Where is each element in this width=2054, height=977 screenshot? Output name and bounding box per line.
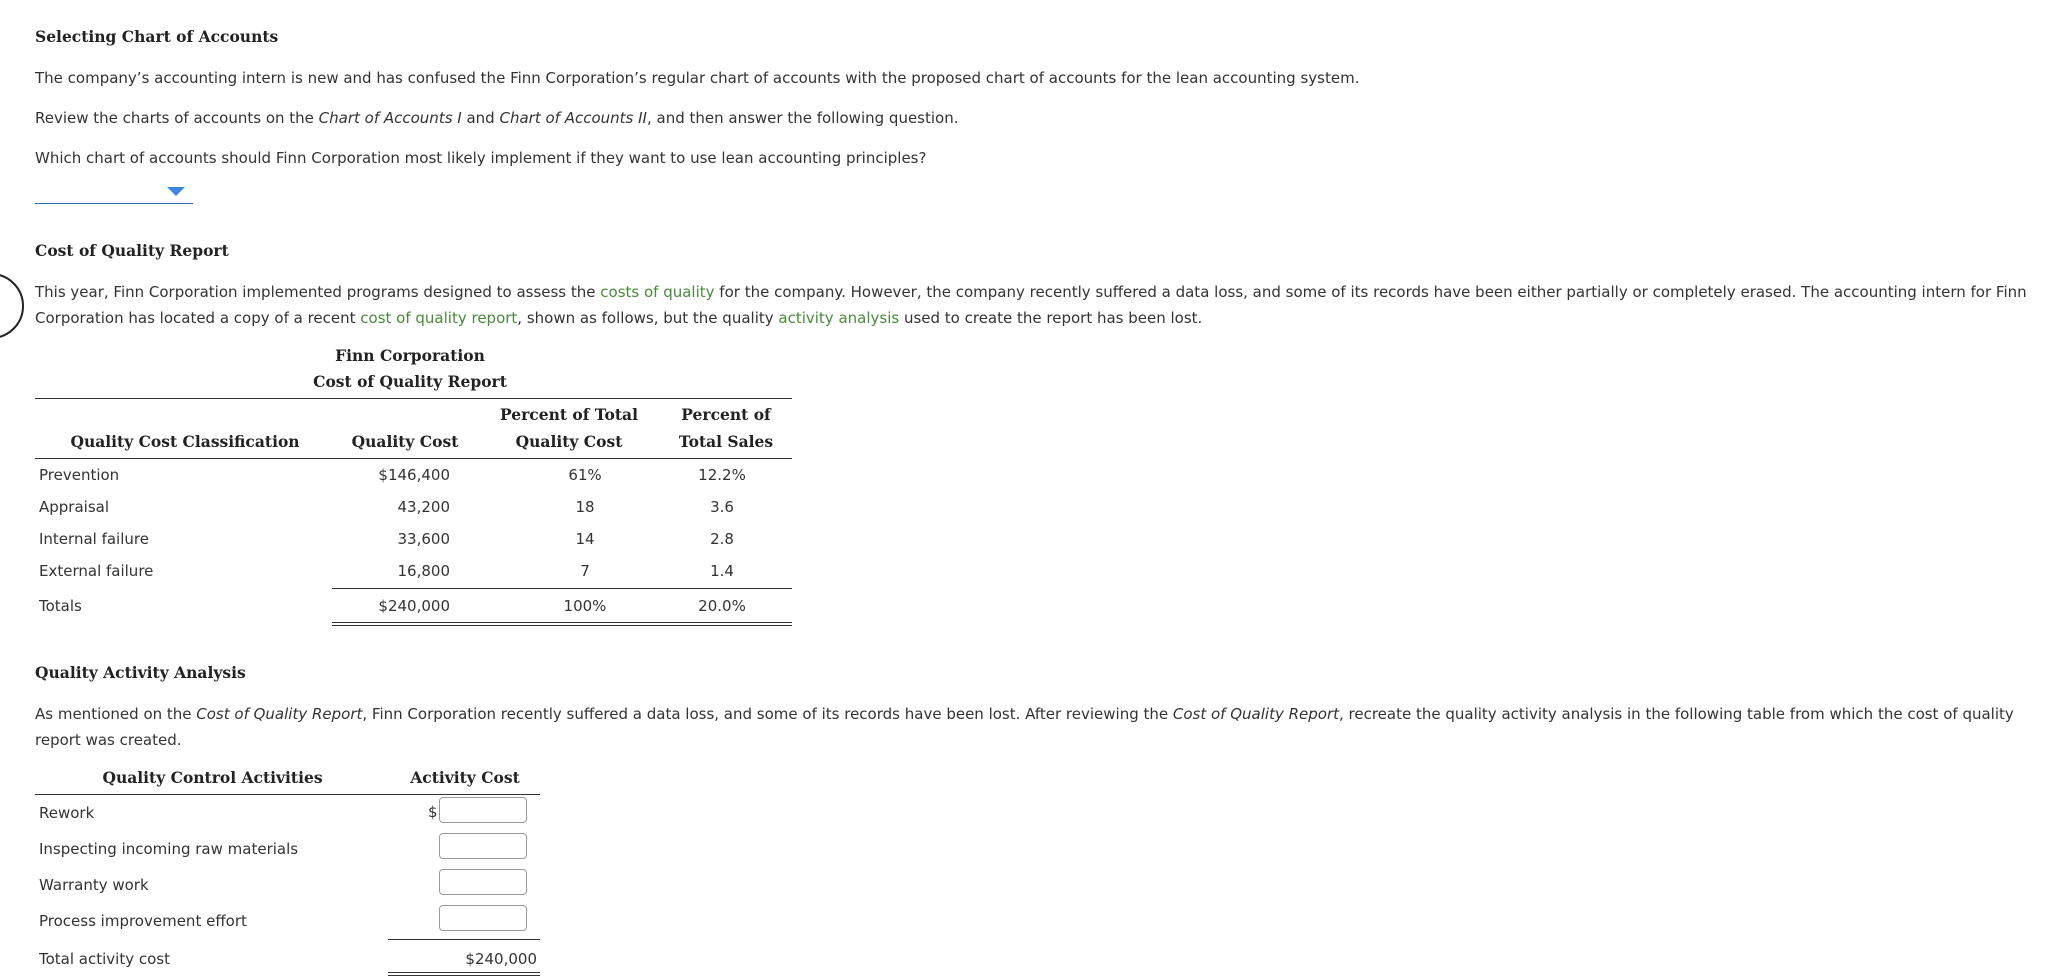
row-pct-sales: 3.6 xyxy=(710,498,734,516)
para-text: This year, Finn Corporation implemented programs designed to assess the xyxy=(35,283,601,301)
activity-label-inspecting: Inspecting incoming raw materials xyxy=(39,840,299,858)
chart-of-accounts-1-link[interactable]: Chart of Accounts I xyxy=(318,109,462,127)
activity-label-warranty: Warranty work xyxy=(39,876,149,894)
row-cost: 16,800 xyxy=(397,562,450,580)
review-paragraph xyxy=(35,105,959,131)
totals-label: Totals xyxy=(39,597,82,615)
header-percent-total-2: Quality Cost xyxy=(515,432,623,451)
para-text: , shown as follows, but the quality xyxy=(517,309,779,327)
costs-of-quality-link[interactable]: costs of quality xyxy=(600,283,715,301)
para-text: Corporation has located a copy of a recent xyxy=(35,309,361,327)
header-percent-sales-1: Percent of xyxy=(681,405,771,424)
row-label: External failure xyxy=(39,562,154,580)
header-quality-cost: Quality Cost xyxy=(351,432,459,451)
para-text: for the company. However, the company recently suffered a data loss, and some of its records have been either partially or completely erased. The accounting intern for Finn xyxy=(714,283,2027,301)
section-title-cost-of-quality: Cost of Quality Report xyxy=(35,241,229,260)
report-company-name: Finn Corporation xyxy=(335,346,485,365)
header-percent-total-1: Percent of Total xyxy=(500,405,638,424)
para-text: , Finn Corporation recently suffered a data loss, and some of its records have been lost. After reviewing the xyxy=(362,705,1173,723)
totals-cost: $240,000 xyxy=(378,597,450,615)
row-label: Internal failure xyxy=(39,530,149,548)
row-pct-cost: 14 xyxy=(575,530,595,548)
warranty-cost-input[interactable] xyxy=(439,869,527,895)
header-activity-cost: Activity Cost xyxy=(410,768,520,787)
question-text: Which chart of accounts should Finn Corporation most likely implement if they want to use lean accounting principles? xyxy=(35,149,927,167)
activity-analysis-link[interactable]: activity analysis xyxy=(778,309,900,327)
row-label: Prevention xyxy=(39,466,120,484)
row-pct-sales: 12.2% xyxy=(698,466,746,484)
row-cost: 33,600 xyxy=(397,530,450,548)
header-classification: Quality Cost Classification xyxy=(70,432,300,451)
cost-quality-paragraph-line1 xyxy=(35,279,2027,305)
para-emphasis: Cost of Quality Report xyxy=(196,705,363,723)
para-text: , recreate the quality activity analysis in the following table from which the cost of quality xyxy=(1339,705,2014,723)
review-text-and: and xyxy=(461,109,500,127)
row-label: Appraisal xyxy=(39,498,110,516)
currency-symbol: $ xyxy=(428,803,438,821)
row-cost: 43,200 xyxy=(397,498,450,516)
para-emphasis: Cost of Quality Report xyxy=(1172,705,1339,723)
row-pct-cost: 7 xyxy=(580,562,590,580)
review-text-pre: Review the charts of accounts on the xyxy=(35,109,319,127)
total-activity-label: Total activity cost xyxy=(39,950,170,968)
activity-label-process-improvement: Process improvement effort xyxy=(39,912,247,930)
activity-paragraph-line1 xyxy=(35,701,2014,727)
activity-paragraph-line2: report was created. xyxy=(35,731,182,749)
rework-cost-input[interactable] xyxy=(439,797,527,823)
para-text: As mentioned on the xyxy=(35,705,197,723)
review-text-post: , and then answer the following question. xyxy=(646,109,959,127)
circle-marker xyxy=(0,273,24,339)
cost-quality-paragraph-line2 xyxy=(35,305,1202,331)
section-title-chart-of-accounts: Selecting Chart of Accounts xyxy=(35,27,279,46)
cost-of-quality-report-link[interactable]: cost of quality report xyxy=(360,309,518,327)
header-percent-sales-2: Total Sales xyxy=(678,432,774,451)
totals-pct-sales: 20.0% xyxy=(698,597,746,615)
report-title: Cost of Quality Report xyxy=(313,372,507,391)
activity-label-rework: Rework xyxy=(39,804,95,822)
process-improvement-cost-input[interactable] xyxy=(439,905,527,931)
header-activities: Quality Control Activities xyxy=(102,768,323,787)
chart-of-accounts-dropdown[interactable] xyxy=(35,181,193,204)
row-cost: $146,400 xyxy=(378,466,450,484)
row-pct-cost: 18 xyxy=(575,498,595,516)
row-pct-sales: 1.4 xyxy=(710,562,734,580)
para-text: used to create the report has been lost. xyxy=(899,309,1203,327)
chevron-down-icon xyxy=(167,187,185,196)
total-activity-value: $240,000 xyxy=(465,950,537,968)
row-pct-cost: 61% xyxy=(568,466,602,484)
section-title-quality-activity: Quality Activity Analysis xyxy=(35,663,246,682)
chart-of-accounts-2-link[interactable]: Chart of Accounts II xyxy=(499,109,647,127)
row-pct-sales: 2.8 xyxy=(710,530,734,548)
intro-paragraph: The company’s accounting intern is new and has confused the Finn Corporation’s regular chart of accounts with the proposed chart of accounts for the lean accounting system. xyxy=(35,69,1360,87)
totals-pct-cost: 100% xyxy=(563,597,607,615)
inspecting-cost-input[interactable] xyxy=(439,833,527,859)
